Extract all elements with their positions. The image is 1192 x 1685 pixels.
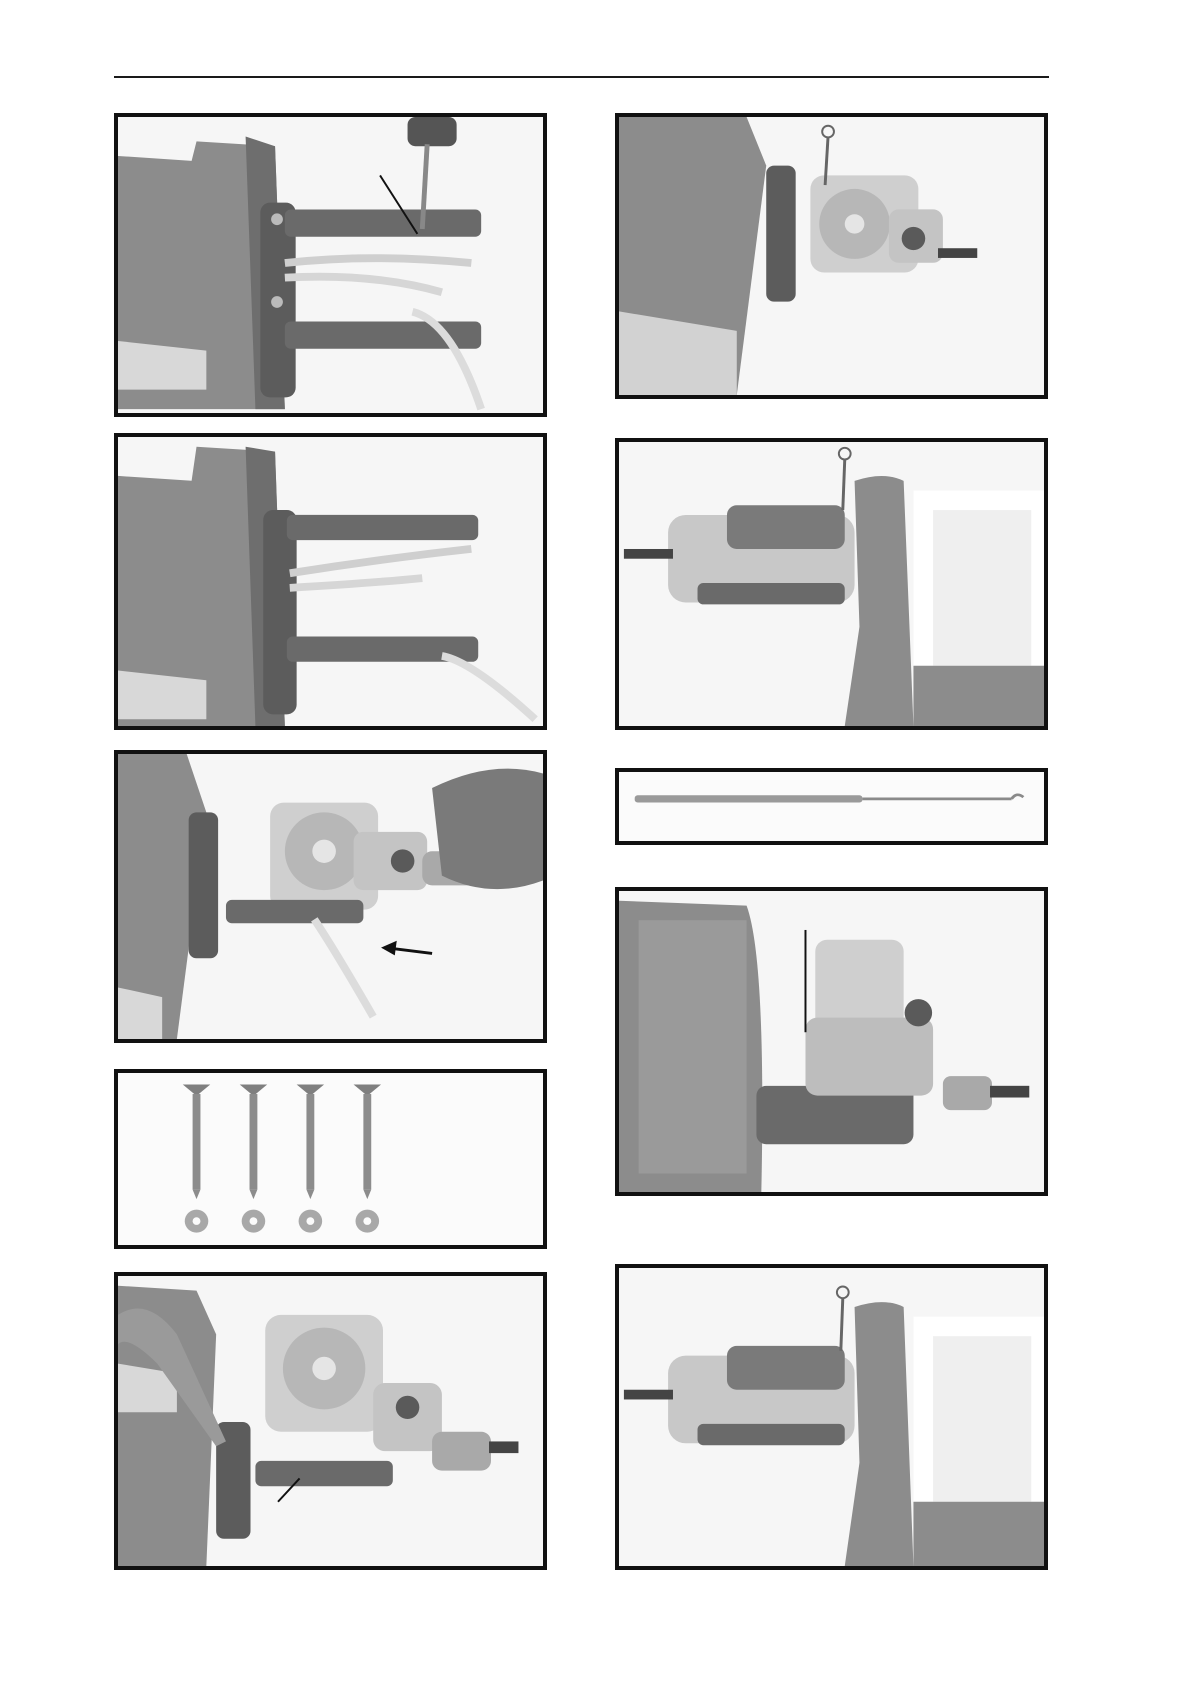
figure-drill-mount	[114, 113, 547, 417]
figure-engine-pointer	[615, 887, 1048, 1196]
figure-mount-tubing	[114, 433, 547, 730]
figure-pushrod	[615, 768, 1048, 845]
figure-screws-washers	[114, 1069, 547, 1249]
figure-engine-side	[615, 438, 1048, 730]
figure-screwdriver	[114, 1272, 547, 1570]
figure-engine-final	[615, 1264, 1048, 1570]
figure-engine-adjust	[114, 750, 547, 1043]
figure-engine-top	[615, 113, 1048, 399]
header-rule	[114, 76, 1049, 78]
